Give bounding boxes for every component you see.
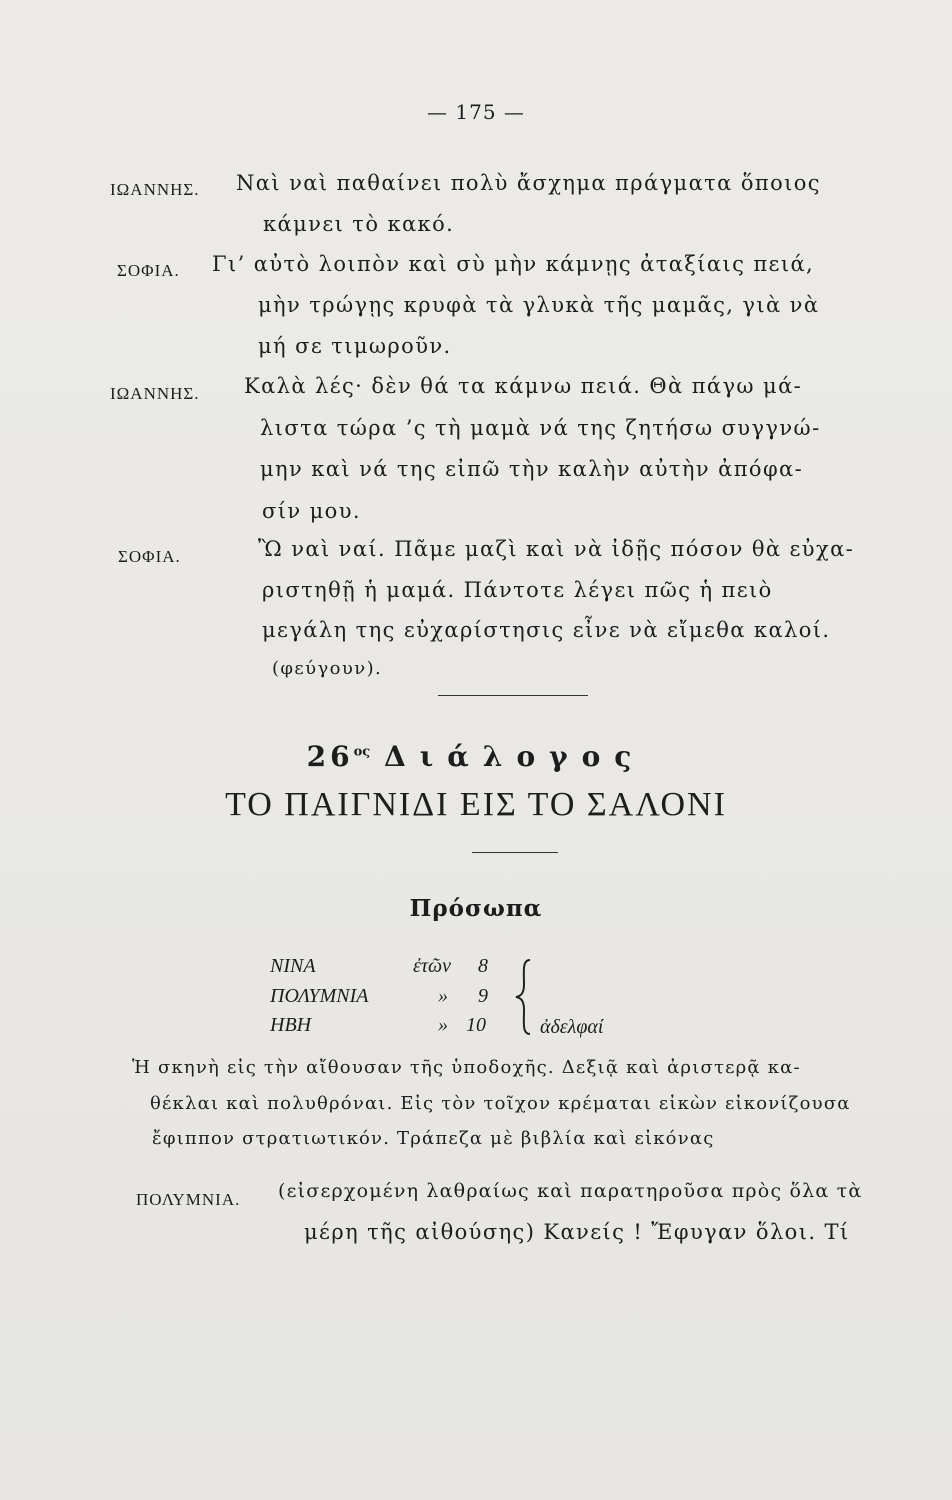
cast-age: 10 bbox=[466, 1014, 486, 1036]
dialogue-line: Ναὶ ναὶ παθαίνει πολὺ ἄσχημα πράγματα ὅποιος bbox=[236, 171, 821, 195]
stage-note: (φεύγουν). bbox=[272, 658, 383, 679]
speaker-sofia-2: ΣΟΦΙΑ. bbox=[118, 547, 181, 566]
stage-direction-line: Ἡ σκηνὴ εἰς τὴν αἴθουσαν τῆς ὑποδοχῆς. Δεξιᾷ καὶ ἀριστερᾷ κα- bbox=[132, 1057, 801, 1078]
dialog-word: Διάλογος bbox=[383, 740, 646, 773]
cast-age-label: » bbox=[438, 985, 448, 1007]
dialog-ordinal: ος bbox=[353, 744, 371, 760]
dialogue-line: Ὢ ναὶ ναί. Πᾶμε μαζὶ καὶ νὰ ἰδῇς πόσον θὰ εὐχα- bbox=[258, 537, 855, 561]
dialog-heading bbox=[0, 740, 952, 773]
speaker-ioannis-1: ΙΩΑΝΝΗΣ. bbox=[110, 180, 200, 199]
cast-name: ΗΒΗ bbox=[270, 1014, 312, 1036]
page-number: — 175 — bbox=[427, 100, 525, 124]
speaker-polymnia: ΠΟΛΥΜΝΙΑ. bbox=[136, 1190, 241, 1209]
dialog-number: 26 bbox=[306, 740, 354, 773]
dialogue-line: μή σε τιμωροῦν. bbox=[258, 334, 452, 358]
dialogue-line: Γι’ αὐτὸ λοιπὸν καὶ σὺ μὴν κάμνῃς ἀταξίαις πειά, bbox=[212, 252, 815, 276]
play-title: ΤΟ ΠΑΙΓΝΙΔΙ ΕΙΣ ΤΟ ΣΑΛΟΝΙ bbox=[225, 786, 727, 823]
dialogue-line: μεγάλη της εὐχαρίστησις εἶνε νὰ εἴμεθα καλοί. bbox=[262, 618, 831, 642]
curly-brace-icon bbox=[512, 958, 536, 1036]
cast-age: 9 bbox=[478, 985, 488, 1007]
dialogue-line: σίν μου. bbox=[262, 499, 361, 523]
dialogue-line: Καλὰ λές· δὲν θά τα κάμνω πειά. Θὰ πάγω μά- bbox=[244, 374, 803, 398]
dialogue-line: μέρη τῆς αἰθούσης) Κανείς ! Ἔφυγαν ὅλοι. Τί bbox=[304, 1220, 850, 1244]
dialogue-line: κάμνει τὸ κακό. bbox=[263, 212, 455, 236]
stage-direction-line: ἔφιππον στρατιωτικόν. Τράπεζα μὲ βιβλία καὶ εἰκόνας bbox=[152, 1128, 715, 1149]
speaker-sofia-1: ΣΟΦΙΑ. bbox=[117, 261, 180, 280]
dialogue-line: μὴν τρώγῃς κρυφὰ τὰ γλυκὰ τῆς μαμᾶς, γιὰ νὰ bbox=[258, 293, 820, 317]
cast-age-label: » bbox=[438, 1014, 448, 1036]
speaker-ioannis-2: ΙΩΑΝΝΗΣ. bbox=[110, 384, 200, 403]
dialogue-line: λιστα τώρα ’ς τὴ μαμὰ νά της ζητήσω συγγνώ- bbox=[260, 416, 821, 440]
dialogue-line: (εἰσερχομένη λαθραίως καὶ παρατηροῦσα πρὸς ὅλα τὰ bbox=[278, 1180, 863, 1202]
stage-direction-line: θέκλαι καὶ πολυθρόναι. Εἰς τὸν τοῖχον κρέμαται εἰκὼν εἰκονίζουσα bbox=[150, 1093, 851, 1114]
persons-heading: Πρόσωπα bbox=[409, 895, 543, 922]
cast-age: 8 bbox=[478, 955, 488, 977]
cast-note: ἀδελφαί bbox=[540, 1016, 604, 1038]
cast-name: ΠΟΛΥΜΝΙΑ bbox=[270, 985, 369, 1007]
dialogue-line: μην καὶ νά της εἰπῶ τὴν καλὴν αὐτὴν ἀπόφα- bbox=[260, 457, 804, 481]
cast-name: ΝΙΝΑ bbox=[270, 955, 316, 977]
cast-age-label: ἐτῶν bbox=[413, 955, 452, 977]
dialogue-line: ριστηθῇ ἡ μαμά. Πάντοτε λέγει πῶς ἡ πειὸ bbox=[262, 578, 773, 602]
title-divider bbox=[472, 852, 558, 853]
section-divider bbox=[438, 695, 588, 696]
